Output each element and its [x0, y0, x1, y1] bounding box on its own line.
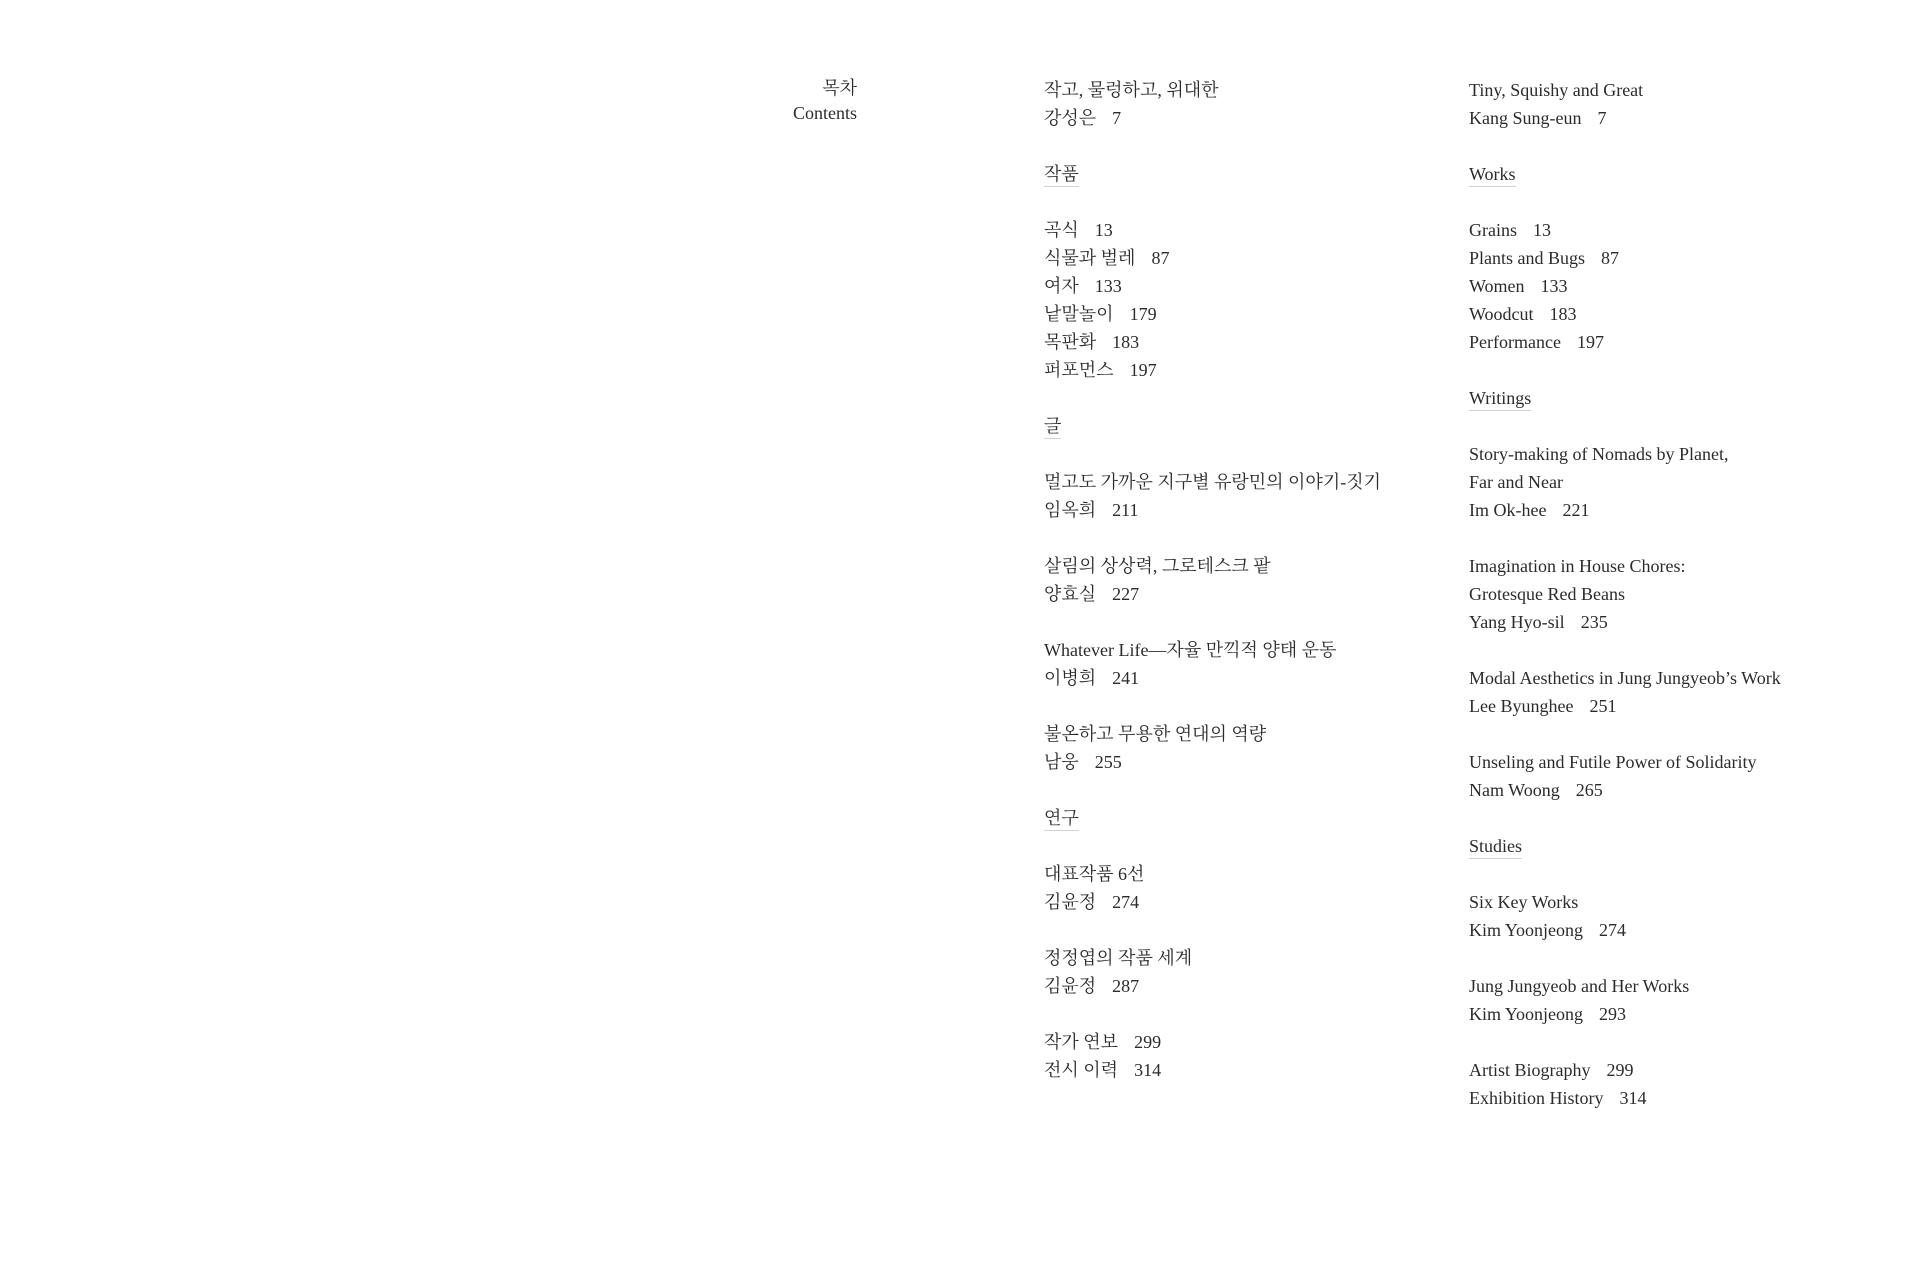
entry-author-line [1044, 888, 1381, 916]
toc-entry [1469, 440, 1781, 524]
entry-title: Modal Aesthetics in Jung Jungyeob’s Work [1469, 668, 1781, 688]
entry-title: Grotesque Red Beans [1469, 584, 1625, 604]
entry-title: Six Key Works [1469, 892, 1579, 912]
section-heading-works [1469, 160, 1781, 188]
page-number: 133 [1094, 276, 1122, 296]
page-number: 183 [1549, 304, 1577, 324]
entry-title: Plants and Bugs [1469, 248, 1586, 268]
entry-author: Kim Yoonjeong [1469, 920, 1584, 940]
entry-author: Im Ok-hee [1469, 500, 1547, 520]
page-number: 227 [1112, 584, 1140, 604]
entry-author: 김윤정 [1044, 976, 1097, 996]
entry-author: 남웅 [1044, 752, 1079, 772]
page-number: 241 [1112, 668, 1140, 688]
entry-title: 낱말놀이 [1044, 304, 1114, 324]
contents-column-english [1469, 76, 1781, 1140]
entry-title: 여자 [1044, 276, 1079, 296]
entry-author: Lee Byunghee [1469, 696, 1574, 716]
toc-entry [1469, 1056, 1781, 1084]
entry-title: Tiny, Squishy and Great [1469, 80, 1644, 100]
entry-author-line [1469, 496, 1781, 524]
section-heading-studies [1469, 832, 1781, 860]
toc-entry [1469, 328, 1781, 356]
page-number: 7 [1112, 108, 1122, 128]
entry-author: 임옥희 [1044, 500, 1097, 520]
entry-author: 김윤정 [1044, 892, 1097, 912]
intro-entry [1044, 76, 1381, 132]
section-heading-label: Writings [1469, 387, 1531, 411]
page-number: 265 [1575, 780, 1603, 800]
entry-author-line [1044, 748, 1381, 776]
section-heading-label: 연구 [1044, 807, 1079, 831]
page-number: 183 [1112, 332, 1140, 352]
entry-author-line [1044, 104, 1381, 132]
page-number: 235 [1580, 612, 1608, 632]
entry-title: Artist Biography [1469, 1060, 1591, 1080]
toc-entry [1044, 1056, 1381, 1084]
entry-author-line [1469, 692, 1781, 720]
appendix-list [1469, 1056, 1781, 1112]
entry-title: Imagination in House Chores: [1469, 556, 1686, 576]
page-number: 87 [1601, 248, 1620, 268]
toc-entry [1044, 244, 1381, 272]
page-number: 221 [1562, 500, 1590, 520]
entry-title: Grains [1469, 220, 1517, 240]
page-number: 255 [1094, 752, 1122, 772]
toc-entry [1469, 552, 1781, 636]
page-number: 299 [1606, 1060, 1634, 1080]
entry-author: Kim Yoonjeong [1469, 1004, 1584, 1024]
toc-entry [1044, 1028, 1381, 1056]
page-number: 87 [1151, 248, 1170, 268]
toc-entry [1044, 720, 1381, 776]
page-number: 274 [1599, 920, 1627, 940]
works-list [1044, 216, 1381, 384]
entry-author-line [1044, 972, 1381, 1000]
page-number: 274 [1112, 892, 1140, 912]
entry-author: Kang Sung-eun [1469, 108, 1582, 128]
page-number: 314 [1134, 1060, 1162, 1080]
appendix-list [1044, 1028, 1381, 1084]
page-number: 7 [1597, 108, 1607, 128]
entry-title: Exhibition History [1469, 1088, 1604, 1108]
entry-title: Whatever Life—자율 만끽적 양태 운동 [1044, 640, 1337, 660]
section-heading-studies [1044, 804, 1381, 832]
toc-entry [1469, 244, 1781, 272]
entry-title: Women [1469, 276, 1525, 296]
toc-entry [1469, 888, 1781, 944]
intro-entry [1469, 76, 1781, 132]
page-number: 299 [1134, 1032, 1162, 1052]
toc-entry [1044, 356, 1381, 384]
entry-title: 퍼포먼스 [1044, 360, 1114, 380]
entry-author: Yang Hyo-sil [1469, 612, 1565, 632]
page-number: 293 [1599, 1004, 1627, 1024]
entry-title: 작고, 물렁하고, 위대한 [1044, 80, 1219, 100]
entry-title: Story-making of Nomads by Planet, [1469, 444, 1729, 464]
page-number: 13 [1094, 220, 1113, 240]
toc-entry [1044, 860, 1381, 916]
toc-entry [1044, 328, 1381, 356]
entry-title: 정정엽의 작품 세계 [1044, 948, 1193, 968]
toc-heading [700, 76, 857, 126]
entry-author: 이병희 [1044, 668, 1097, 688]
entry-title: 살림의 상상력, 그로테스크 팥 [1044, 556, 1271, 576]
toc-entry [1469, 216, 1781, 244]
page-number: 287 [1112, 976, 1140, 996]
section-heading-label: 글 [1044, 415, 1061, 439]
entry-title: 목판화 [1044, 332, 1097, 352]
entry-author-line [1044, 664, 1381, 692]
entry-title: Performance [1469, 332, 1561, 352]
entry-author-line [1469, 916, 1781, 944]
entry-title: 대표작품 6선 [1044, 864, 1145, 884]
entry-author-line [1469, 608, 1781, 636]
toc-entry [1044, 216, 1381, 244]
page-number: 13 [1533, 220, 1551, 240]
entry-author: 양효실 [1044, 584, 1097, 604]
section-heading-label: Works [1469, 163, 1516, 187]
section-heading-label: 작품 [1044, 163, 1079, 187]
entry-author-line [1044, 496, 1381, 524]
entry-title: Woodcut [1469, 304, 1534, 324]
toc-entry [1044, 272, 1381, 300]
toc-entry [1469, 272, 1781, 300]
toc-entry [1044, 552, 1381, 608]
section-heading-works [1044, 160, 1381, 188]
page-number: 197 [1576, 332, 1604, 352]
section-heading-writings [1469, 384, 1781, 412]
toc-entry [1469, 300, 1781, 328]
entry-title: 불온하고 무용한 연대의 역량 [1044, 724, 1267, 744]
entry-title: 전시 이력 [1044, 1060, 1119, 1080]
toc-heading-korean: 목차 [822, 78, 857, 98]
works-list [1469, 216, 1781, 356]
entry-author: 강성은 [1044, 108, 1097, 128]
entry-title: 곡식 [1044, 220, 1079, 240]
page-number: 197 [1129, 360, 1157, 380]
entry-title: 멀고도 가까운 지구별 유랑민의 이야기-짓기 [1044, 472, 1381, 492]
entry-author-line [1044, 580, 1381, 608]
entry-title: Unseling and Futile Power of Solidarity [1469, 752, 1757, 772]
page-number: 251 [1589, 696, 1617, 716]
toc-entry [1044, 636, 1381, 692]
entry-author-line [1469, 1000, 1781, 1028]
page-number: 211 [1112, 500, 1139, 520]
toc-entry [1044, 468, 1381, 524]
entry-title: Far and Near [1469, 472, 1563, 492]
contents-column-korean [1044, 76, 1381, 1112]
entry-author-line [1469, 776, 1781, 804]
entry-author: Nam Woong [1469, 780, 1560, 800]
toc-heading-english: Contents [792, 103, 857, 123]
page-number: 179 [1129, 304, 1157, 324]
toc-entry [1469, 748, 1781, 804]
entry-author-line [1469, 104, 1781, 132]
entry-title: 식물과 벌레 [1044, 248, 1136, 268]
toc-entry [1469, 1084, 1781, 1112]
toc-entry [1469, 664, 1781, 720]
page-number: 133 [1540, 276, 1568, 296]
entry-title: 작가 연보 [1044, 1032, 1119, 1052]
entry-title: Jung Jungyeob and Her Works [1469, 976, 1690, 996]
toc-entry [1044, 944, 1381, 1000]
section-heading-writings [1044, 412, 1381, 440]
page-number: 314 [1619, 1088, 1647, 1108]
section-heading-label: Studies [1469, 835, 1522, 859]
toc-entry [1469, 972, 1781, 1028]
toc-entry [1044, 300, 1381, 328]
